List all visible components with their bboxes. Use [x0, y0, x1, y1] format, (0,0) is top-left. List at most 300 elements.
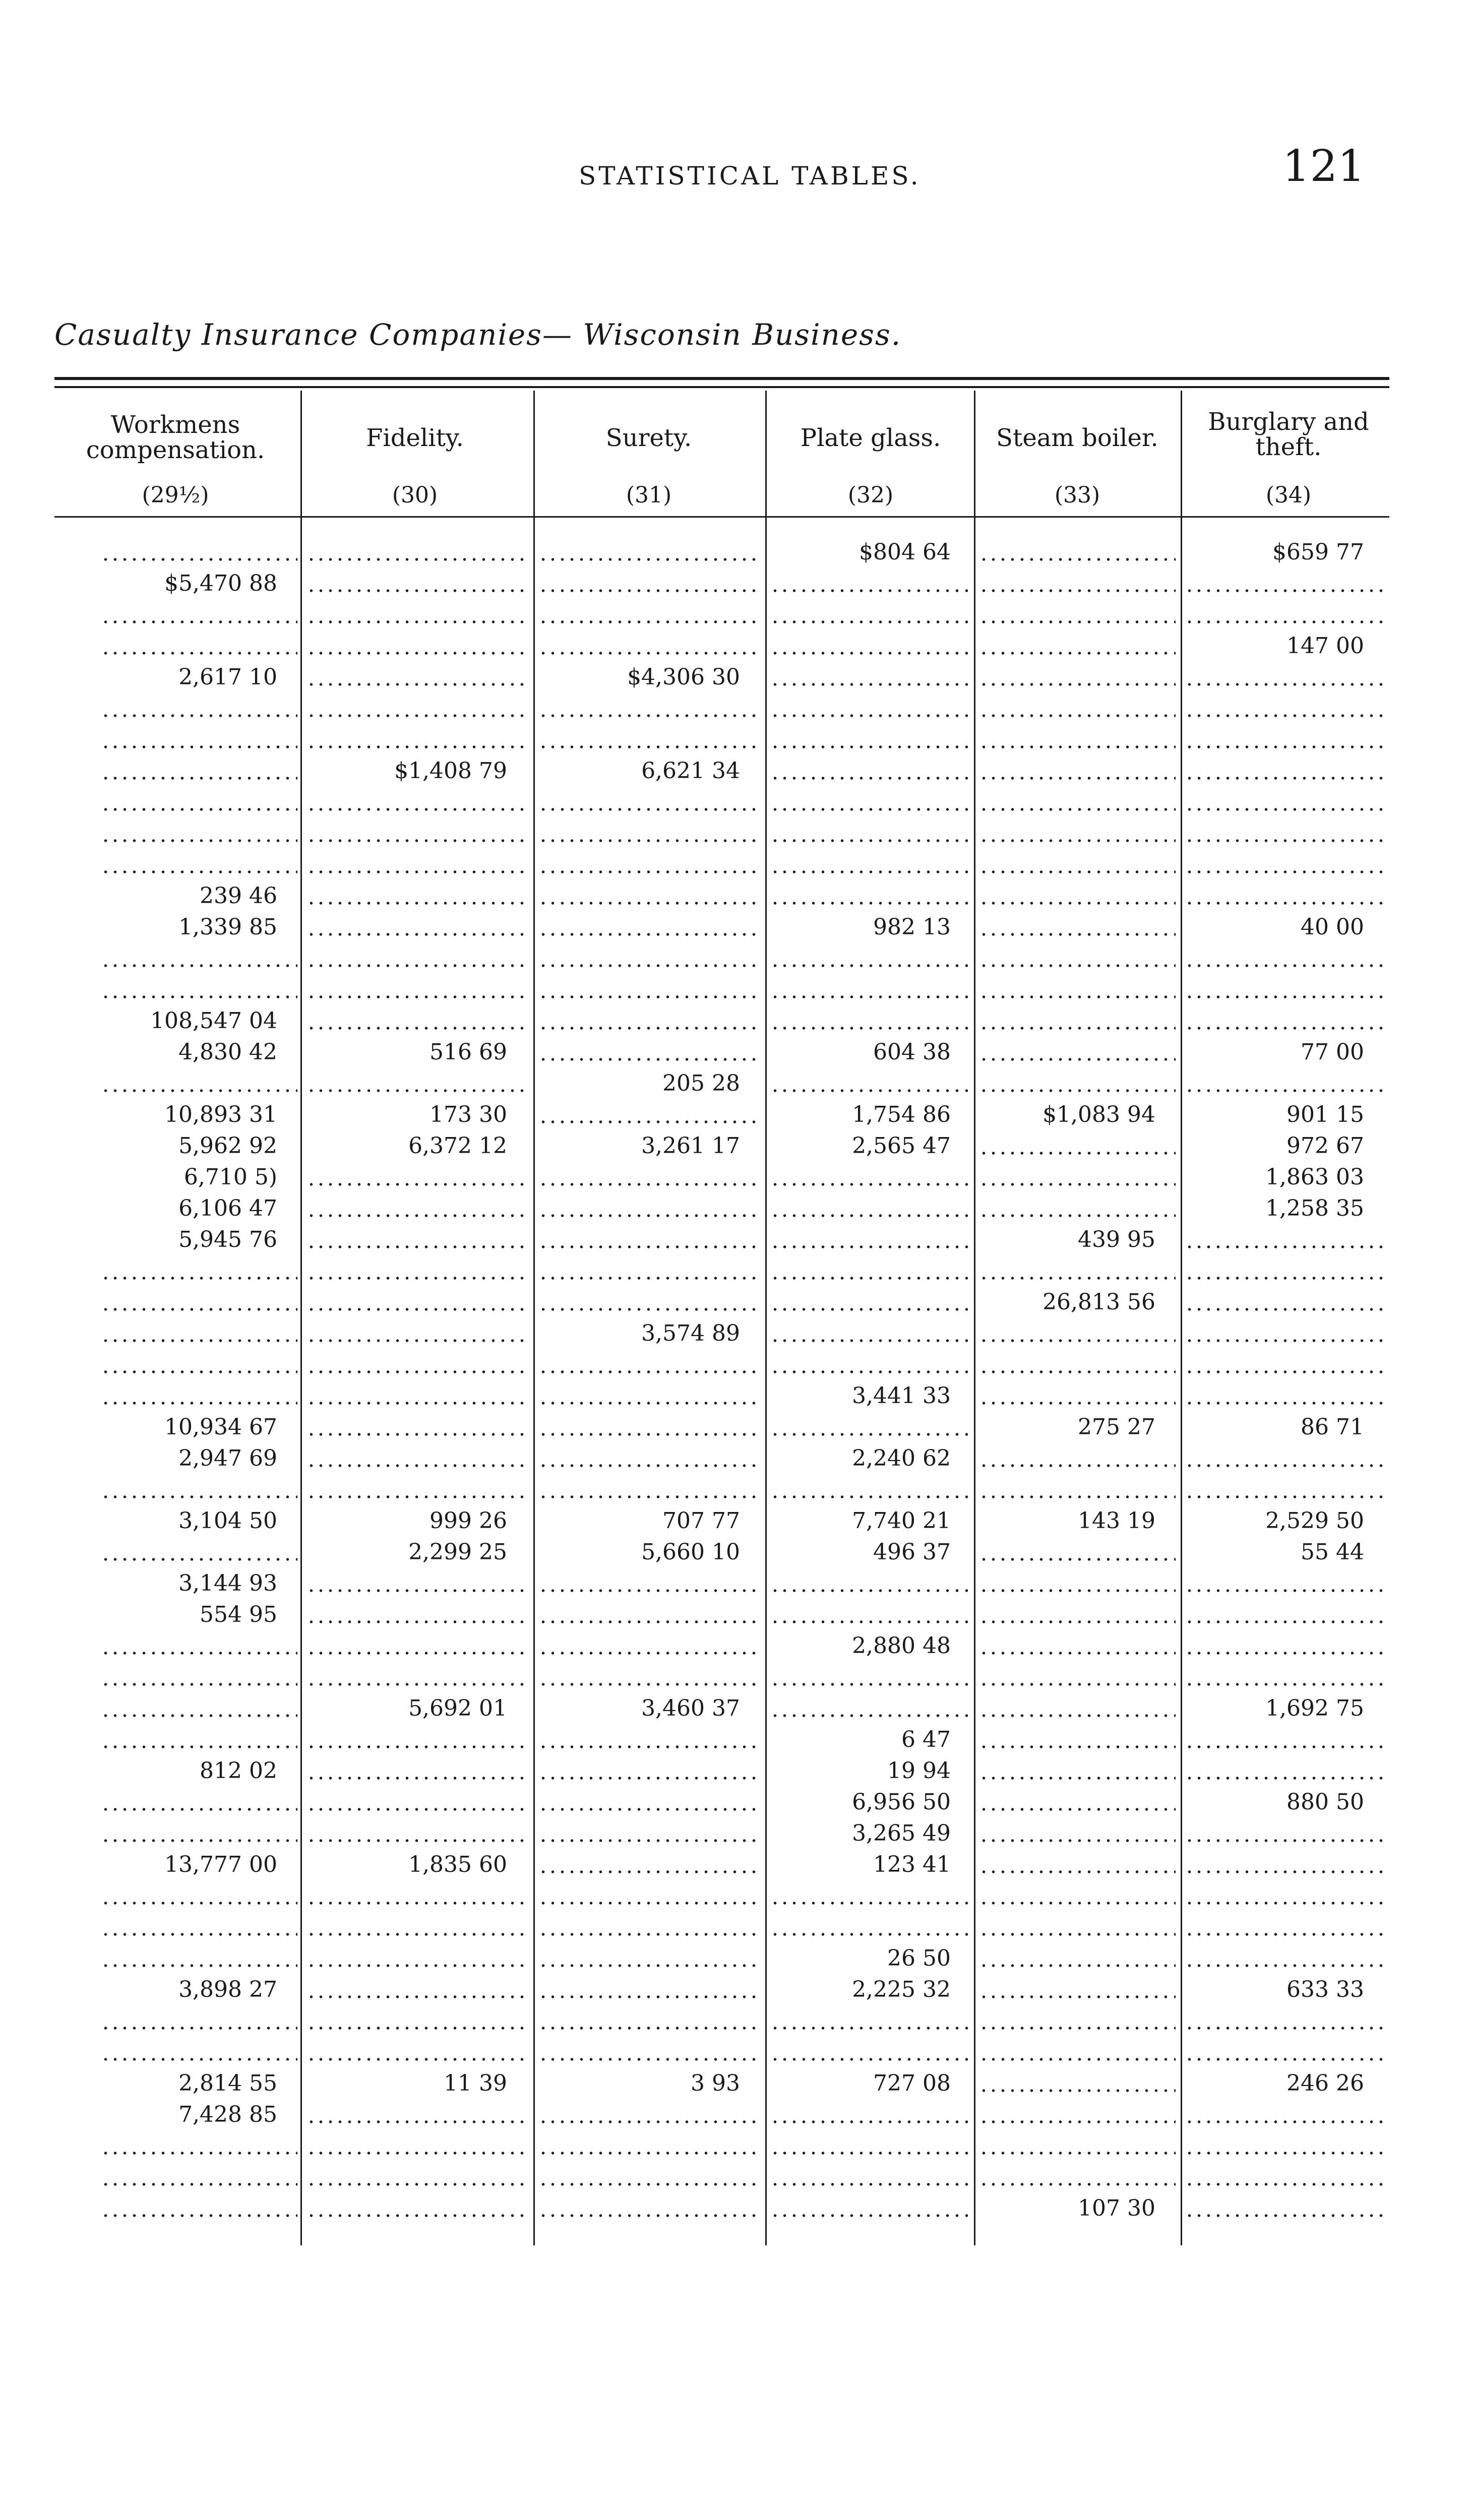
leader-dots: [1185, 2102, 1384, 2128]
leader-dots: [1185, 2164, 1384, 2190]
leader-dots: [1185, 1945, 1384, 1972]
table-cell: 40 00: [1301, 914, 1364, 940]
leader-dots: [979, 727, 1176, 753]
table-cell: 275 27: [1078, 1414, 1155, 1440]
leader-dots: [979, 883, 1176, 909]
leader-dots: [1185, 2039, 1384, 2065]
leader-dots: [770, 2039, 971, 2065]
leader-dots: [770, 1695, 971, 1722]
table-cell: 19 94: [887, 1758, 951, 1784]
table-cell: 2,565 47: [852, 1133, 951, 1159]
leader-dots: [306, 883, 527, 909]
table-row: [0, 2133, 1472, 2159]
table-cell: 3,261 17: [641, 1133, 740, 1159]
table-row: [0, 1914, 1472, 1940]
leader-dots: [101, 977, 297, 1003]
leader-dots: [538, 821, 760, 847]
leader-dots: [979, 602, 1176, 628]
leader-dots: [979, 1602, 1176, 1628]
leader-dots: [770, 1414, 971, 1440]
leader-dots: [1185, 946, 1384, 972]
leader-dots: [770, 571, 971, 597]
leader-dots: [538, 1414, 760, 1440]
leader-dots: [538, 2133, 760, 2159]
leader-dots: [306, 1820, 527, 1847]
leader-dots: [770, 1602, 971, 1628]
leader-dots: [101, 1664, 297, 1690]
table-row: [0, 1945, 1472, 1972]
leader-dots: [979, 1008, 1176, 1034]
table-cell: 6,710 5): [183, 1164, 277, 1190]
leader-dots: [538, 1883, 760, 1909]
leader-dots: [979, 914, 1176, 940]
leader-dots: [538, 883, 760, 909]
leader-dots: [101, 727, 297, 753]
table-cell: 496 37: [873, 1539, 951, 1565]
table-row: [0, 1289, 1472, 1315]
leader-dots: [979, 1258, 1176, 1284]
table-cell: 1,339 85: [178, 914, 277, 940]
leader-dots: [979, 1039, 1176, 1065]
table-cell: 6,956 50: [852, 1789, 951, 1815]
leader-dots: [306, 2133, 527, 2159]
leader-dots: [538, 633, 760, 659]
leader-dots: [101, 1695, 297, 1722]
leader-dots: [979, 1883, 1176, 1909]
leader-dots: [538, 1727, 760, 1753]
top-rule-thin: [54, 386, 1389, 388]
leader-dots: [979, 1820, 1176, 1847]
leader-dots: [306, 1633, 527, 1659]
leader-dots: [101, 539, 297, 565]
table-row: [0, 1570, 1472, 1597]
table-row: [0, 1477, 1472, 1503]
table-cell: 55 44: [1301, 1539, 1364, 1565]
table-cell: 707 77: [662, 1508, 740, 1534]
leader-dots: [101, 1727, 297, 1753]
table-cell: 6,372 12: [408, 1133, 507, 1159]
table-row: [0, 852, 1472, 878]
table-cell: 26 50: [887, 1945, 951, 1971]
leader-dots: [1185, 1383, 1384, 1409]
leader-dots: [101, 1070, 297, 1097]
leader-dots: [979, 1852, 1176, 1878]
leader-dots: [1185, 852, 1384, 878]
table-cell: 4,830 42: [178, 1039, 277, 1065]
leader-dots: [979, 571, 1176, 597]
leader-dots: [306, 602, 527, 628]
leader-dots: [306, 1008, 527, 1034]
leader-dots: [1185, 1727, 1384, 1753]
table-row: [0, 1852, 1472, 1878]
column-header-number: (29½): [142, 482, 209, 508]
column-header-label: Plate glass.: [800, 424, 941, 452]
table-cell: 2,947 69: [178, 1445, 277, 1471]
leader-dots: [770, 1664, 971, 1690]
leader-dots: [979, 1789, 1176, 1815]
table-cell: 2,529 50: [1265, 1508, 1364, 1534]
table-cell: 6,106 47: [178, 1195, 277, 1221]
leader-dots: [1185, 977, 1384, 1003]
table-cell: 972 67: [1286, 1133, 1364, 1159]
table-cell: 3,898 27: [178, 1977, 277, 2002]
leader-dots: [1185, 1227, 1384, 1253]
leader-dots: [770, 1164, 971, 1190]
column-header-label: Workmens compensation.: [86, 411, 265, 464]
table-cell: 7,740 21: [852, 1508, 951, 1534]
table-row: [0, 1508, 1472, 1534]
table-cell: 123 41: [873, 1852, 951, 1877]
table-cell: 5,945 76: [178, 1227, 277, 1252]
leader-dots: [979, 1945, 1176, 1972]
page-header: [0, 126, 1472, 207]
table-row: [0, 1227, 1472, 1253]
table-row: [0, 1664, 1472, 1690]
table-cell: 6 47: [901, 1727, 951, 1752]
leader-dots: [306, 664, 527, 690]
table-row: [0, 789, 1472, 815]
leader-dots: [101, 1477, 297, 1503]
column-header-label: Steam boiler.: [996, 424, 1158, 452]
table-cell: 3,144 93: [178, 1570, 277, 1596]
leader-dots: [538, 977, 760, 1003]
leader-dots: [1185, 1445, 1384, 1472]
table-row: [0, 1164, 1472, 1190]
table-cell: 2,225 32: [852, 1977, 951, 2002]
leader-dots: [101, 1539, 297, 1565]
leader-dots: [1185, 2195, 1384, 2222]
leader-dots: [979, 2039, 1176, 2065]
leader-dots: [101, 2039, 297, 2065]
leader-dots: [101, 1352, 297, 1378]
leader-dots: [538, 1664, 760, 1690]
leader-dots: [306, 1195, 527, 1222]
table-row: [0, 2039, 1472, 2065]
table-row: [0, 1320, 1472, 1347]
leader-dots: [538, 1383, 760, 1409]
leader-dots: [306, 1070, 527, 1097]
table-row: [0, 1445, 1472, 1472]
table-row: [0, 1102, 1472, 1128]
column-header-label: Burglary and theft.: [1208, 408, 1369, 461]
leader-dots: [538, 1914, 760, 1940]
table-cell: 880 50: [1286, 1789, 1364, 1815]
leader-dots: [770, 789, 971, 815]
leader-dots: [306, 1664, 527, 1690]
leader-dots: [979, 696, 1176, 722]
table-row: [0, 1758, 1472, 1784]
table-cell: 1,835 60: [408, 1852, 507, 1877]
leader-dots: [306, 2008, 527, 2034]
leader-dots: [101, 821, 297, 847]
table-cell: 1,258 35: [1265, 1195, 1364, 1221]
leader-dots: [538, 1195, 760, 1222]
leader-dots: [538, 1789, 760, 1815]
leader-dots: [538, 1102, 760, 1128]
leader-dots: [1185, 2008, 1384, 2034]
column-header-number: (33): [1054, 482, 1100, 508]
leader-dots: [538, 946, 760, 972]
leader-dots: [1185, 571, 1384, 597]
leader-dots: [101, 758, 297, 784]
leader-dots: [770, 758, 971, 784]
leader-dots: [306, 2102, 527, 2128]
leader-dots: [979, 2070, 1176, 2097]
leader-dots: [1185, 1289, 1384, 1315]
column-header-surety: [535, 397, 762, 516]
column-header-steam-boiler: [974, 397, 1181, 516]
table-cell: 812 02: [200, 1758, 277, 1784]
table-cell: 143 19: [1078, 1508, 1155, 1534]
leader-dots: [101, 2133, 297, 2159]
table-cell: 3,460 37: [641, 1695, 740, 1721]
leader-dots: [306, 1883, 527, 1909]
leader-dots: [770, 664, 971, 690]
table-cell: 7,428 85: [178, 2102, 277, 2127]
leader-dots: [979, 1664, 1176, 1690]
table-row: [0, 977, 1472, 1003]
leader-dots: [1185, 1820, 1384, 1847]
leader-dots: [979, 852, 1176, 878]
leader-dots: [538, 1258, 760, 1284]
table-cell: 246 26: [1286, 2070, 1364, 2096]
leader-dots: [1185, 758, 1384, 784]
leader-dots: [1185, 1602, 1384, 1628]
table-row: [0, 758, 1472, 784]
leader-dots: [538, 1945, 760, 1972]
leader-dots: [538, 1039, 760, 1065]
table-cell: 2,814 55: [178, 2070, 277, 2096]
leader-dots: [979, 1633, 1176, 1659]
leader-dots: [770, 2195, 971, 2222]
leader-dots: [101, 1789, 297, 1815]
leader-dots: [979, 2102, 1176, 2128]
leader-dots: [306, 539, 527, 565]
leader-dots: [979, 1914, 1176, 1940]
table-cell: 5,660 10: [641, 1539, 740, 1565]
leader-dots: [306, 1414, 527, 1440]
table-row: [0, 602, 1472, 628]
column-header-number: (30): [392, 482, 438, 508]
table-row: [0, 2070, 1472, 2097]
leader-dots: [770, 1258, 971, 1284]
table-row: [0, 1383, 1472, 1409]
table-cell: 107 30: [1078, 2195, 1155, 2221]
table-row: [0, 727, 1472, 753]
column-header-fidelity: [302, 397, 527, 516]
leader-dots: [1185, 602, 1384, 628]
leader-dots: [306, 727, 527, 753]
leader-dots: [979, 1445, 1176, 1472]
leader-dots: [538, 1852, 760, 1878]
table-cell: 26,813 56: [1042, 1289, 1155, 1315]
leader-dots: [306, 1727, 527, 1753]
table-cell: 3 93: [691, 2070, 740, 2096]
leader-dots: [538, 602, 760, 628]
leader-dots: [101, 1633, 297, 1659]
leader-dots: [979, 1758, 1176, 1784]
leader-dots: [770, 1195, 971, 1222]
leader-dots: [538, 2102, 760, 2128]
table-cell: 901 15: [1286, 1102, 1364, 1127]
leader-dots: [306, 2039, 527, 2065]
leader-dots: [101, 1945, 297, 1972]
leader-dots: [770, 727, 971, 753]
leader-dots: [538, 1008, 760, 1034]
table-cell: 2,299 25: [408, 1539, 507, 1565]
table-row: [0, 2195, 1472, 2222]
table-cell: 516 69: [430, 1039, 507, 1065]
leader-dots: [101, 1320, 297, 1347]
leader-dots: [101, 633, 297, 659]
leader-dots: [770, 2008, 971, 2034]
leader-dots: [979, 1352, 1176, 1378]
leader-dots: [538, 1164, 760, 1190]
leader-dots: [538, 2039, 760, 2065]
table-cell: 2,880 48: [852, 1633, 951, 1659]
column-header-plate-glass: [768, 397, 973, 516]
leader-dots: [979, 1195, 1176, 1222]
leader-dots: [1185, 1664, 1384, 1690]
column-header-label: Fidelity.: [366, 424, 464, 452]
leader-dots: [306, 1352, 527, 1378]
leader-dots: [979, 1977, 1176, 2003]
leader-dots: [979, 1164, 1176, 1190]
leader-dots: [538, 2164, 760, 2190]
leader-dots: [1185, 1008, 1384, 1034]
leader-dots: [979, 758, 1176, 784]
leader-dots: [306, 1320, 527, 1347]
leader-dots: [101, 696, 297, 722]
table-cell: 11 39: [444, 2070, 507, 2096]
leader-dots: [306, 1602, 527, 1628]
table-row: [0, 1258, 1472, 1284]
table-cell: 6,621 34: [641, 758, 740, 784]
leader-dots: [306, 571, 527, 597]
leader-dots: [306, 1383, 527, 1409]
leader-dots: [1185, 1883, 1384, 1909]
leader-dots: [1185, 1070, 1384, 1097]
leader-dots: [538, 2008, 760, 2034]
leader-dots: [770, 1070, 971, 1097]
leader-dots: [538, 789, 760, 815]
column-header-number: (32): [847, 482, 894, 508]
table-cell: 10,893 31: [164, 1102, 277, 1127]
leader-dots: [770, 2133, 971, 2159]
table-row: [0, 1039, 1472, 1065]
leader-dots: [979, 2164, 1176, 2190]
table-cell: 2,617 10: [178, 664, 277, 690]
leader-dots: [770, 821, 971, 847]
leader-dots: [538, 1977, 760, 2003]
leader-dots: [1185, 883, 1384, 909]
leader-dots: [979, 1570, 1176, 1597]
leader-dots: [1185, 1570, 1384, 1597]
leader-dots: [1185, 664, 1384, 690]
table-row: [0, 696, 1472, 722]
leader-dots: [979, 664, 1176, 690]
leader-dots: [538, 1445, 760, 1472]
table-row: [0, 539, 1472, 565]
leader-dots: [979, 539, 1176, 565]
leader-dots: [770, 977, 971, 1003]
leader-dots: [306, 1477, 527, 1503]
leader-dots: [770, 1008, 971, 1034]
leader-dots: [306, 1227, 527, 1253]
table-row: [0, 946, 1472, 972]
leader-dots: [101, 1883, 297, 1909]
leader-dots: [538, 539, 760, 565]
leader-dots: [306, 977, 527, 1003]
table-cell: 5,962 92: [178, 1133, 277, 1159]
table-cell: 10,934 67: [164, 1414, 277, 1440]
leader-dots: [101, 1258, 297, 1284]
leader-dots: [101, 1383, 297, 1409]
leader-dots: [538, 1758, 760, 1784]
leader-dots: [306, 1977, 527, 2003]
leader-dots: [538, 1477, 760, 1503]
leader-dots: [979, 1477, 1176, 1503]
leader-dots: [1185, 789, 1384, 815]
leader-dots: [770, 1914, 971, 1940]
table-cell: $5,470 88: [164, 571, 277, 596]
leader-dots: [979, 1727, 1176, 1753]
column-header-number: (31): [626, 482, 672, 508]
leader-dots: [538, 727, 760, 753]
leader-dots: [1185, 2133, 1384, 2159]
table-row: [0, 571, 1472, 597]
table-body: [0, 539, 1472, 2253]
leader-dots: [306, 1945, 527, 1972]
leader-dots: [770, 1570, 971, 1597]
leader-dots: [1185, 727, 1384, 753]
running-title: STATISTICAL TABLES.: [579, 161, 921, 191]
leader-dots: [306, 1164, 527, 1190]
leader-dots: [979, 1383, 1176, 1409]
leader-dots: [538, 1820, 760, 1847]
table-row: [0, 1133, 1472, 1159]
leader-dots: [306, 1289, 527, 1315]
leader-dots: [101, 852, 297, 878]
leader-dots: [538, 1289, 760, 1315]
leader-dots: [979, 946, 1176, 972]
leader-dots: [306, 1258, 527, 1284]
leader-dots: [101, 1820, 297, 1847]
leader-dots: [979, 1539, 1176, 1565]
table-cell: $804 64: [859, 539, 951, 565]
leader-dots: [538, 914, 760, 940]
table-cell: 3,265 49: [852, 1820, 951, 1846]
table-cell: $659 77: [1272, 539, 1364, 565]
leader-dots: [770, 883, 971, 909]
leader-dots: [979, 977, 1176, 1003]
leader-dots: [306, 696, 527, 722]
leader-dots: [306, 789, 527, 815]
leader-dots: [979, 1070, 1176, 1097]
table-row: [0, 821, 1472, 847]
table-cell: 999 26: [430, 1508, 507, 1534]
leader-dots: [538, 1602, 760, 1628]
table-cell: 1,863 03: [1265, 1164, 1364, 1190]
leader-dots: [101, 2008, 297, 2034]
page-number: 121: [1282, 141, 1365, 192]
table-row: [0, 1195, 1472, 1222]
leader-dots: [306, 1914, 527, 1940]
table-row: [0, 1727, 1472, 1753]
table-cell: $1,408 79: [394, 758, 507, 784]
leader-dots: [770, 2164, 971, 2190]
table-cell: 77 00: [1301, 1039, 1364, 1065]
